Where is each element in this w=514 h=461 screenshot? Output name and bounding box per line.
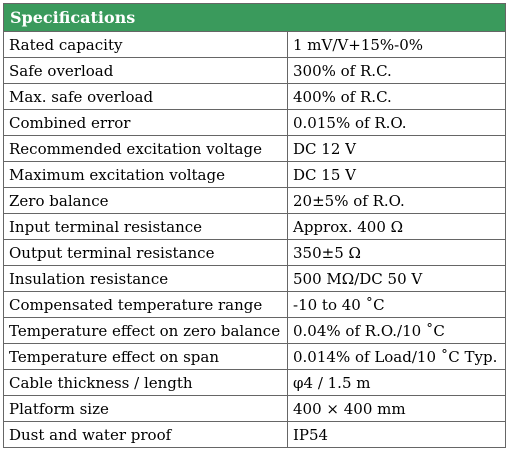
spec-label: Zero balance	[4, 188, 288, 214]
spec-value: 400 × 400 mm	[288, 396, 506, 422]
table-row	[4, 214, 506, 240]
spec-value: 0.015% of R.O.	[288, 110, 506, 136]
table-row	[4, 240, 506, 266]
spec-label: Cable thickness / length	[4, 370, 288, 396]
spec-label: Compensated temperature range	[4, 292, 288, 318]
table-row	[4, 292, 506, 318]
table-row	[4, 32, 506, 58]
spec-label: Input terminal resistance	[4, 214, 288, 240]
table-row	[4, 136, 506, 162]
spec-value: 500 MΩ/DC 50 V	[288, 266, 506, 292]
table-row	[4, 188, 506, 214]
spec-value: φ4 / 1.5 m	[288, 370, 506, 396]
spec-value: 1 mV/V+15%-0%	[288, 32, 506, 58]
spec-value: 0.014% of Load/10 ˚C Typ.	[288, 344, 506, 370]
spec-value: 20±5% of R.O.	[288, 188, 506, 214]
spec-label: Rated capacity	[4, 32, 288, 58]
specifications-table	[3, 3, 506, 448]
spec-value: Approx. 400 Ω	[288, 214, 506, 240]
spec-value: -10 to 40 ˚C	[288, 292, 506, 318]
spec-label: Max. safe overload	[4, 84, 288, 110]
spec-label: Recommended excitation voltage	[4, 136, 288, 162]
spec-label: Temperature effect on zero balance	[4, 318, 288, 344]
spec-label: Platform size	[4, 396, 288, 422]
spec-value: DC 15 V	[288, 162, 506, 188]
table-row	[4, 84, 506, 110]
spec-label: Temperature effect on span	[4, 344, 288, 370]
table-row	[4, 318, 506, 344]
table-row	[4, 370, 506, 396]
spec-label: Insulation resistance	[4, 266, 288, 292]
table-row	[4, 110, 506, 136]
table-row	[4, 266, 506, 292]
table-header-row	[4, 4, 506, 32]
spec-value: 400% of R.C.	[288, 84, 506, 110]
spec-value: DC 12 V	[288, 136, 506, 162]
spec-label: Dust and water proof	[4, 422, 288, 448]
spec-label: Output terminal resistance	[4, 240, 288, 266]
spec-value: 350±5 Ω	[288, 240, 506, 266]
spec-value: IP54	[288, 422, 506, 448]
table-row	[4, 344, 506, 370]
table-title: Specifications	[4, 4, 506, 32]
spec-label: Combined error	[4, 110, 288, 136]
spec-label: Maximum excitation voltage	[4, 162, 288, 188]
spec-value: 300% of R.C.	[288, 58, 506, 84]
spec-value: 0.04% of R.O./10 ˚C	[288, 318, 506, 344]
table-row	[4, 396, 506, 422]
spec-label: Safe overload	[4, 58, 288, 84]
table-row	[4, 422, 506, 448]
table-row	[4, 58, 506, 84]
table-row	[4, 162, 506, 188]
